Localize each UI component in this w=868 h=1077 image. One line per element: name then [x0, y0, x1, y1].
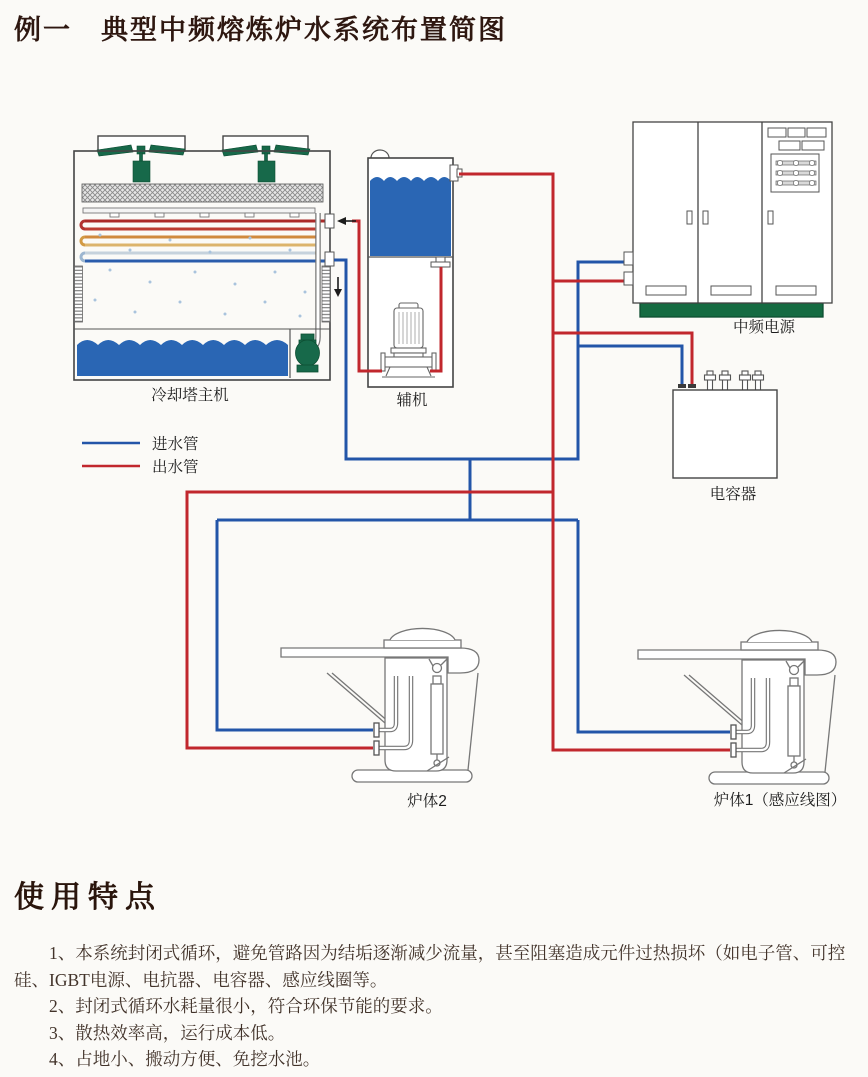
- capacitor-label: 电容器: [709, 486, 757, 503]
- cooling-tower: [74, 136, 334, 380]
- power-supply-label: 中频电源: [732, 319, 796, 336]
- tank-water: [370, 177, 451, 256]
- page-title: 例一 典型中频熔炼炉水系统布置简图: [14, 15, 507, 45]
- basin-water: [77, 340, 288, 376]
- furnace2-label: 炉体2: [407, 793, 447, 810]
- capacitor-terminals: [705, 371, 764, 390]
- furnace-2: [281, 628, 479, 782]
- pipe-blue-capacitor: [578, 346, 682, 387]
- pipe-blue-furnace2: [217, 520, 373, 730]
- auxiliary-unit: [368, 150, 462, 387]
- features-section: [14, 872, 860, 1073]
- power-supply-cabinet: [633, 122, 832, 317]
- door-handle: [687, 211, 692, 224]
- flow-arrow-down: [334, 277, 342, 297]
- terminal-rows: [776, 160, 816, 185]
- auxiliary-label: 辅机: [396, 392, 428, 409]
- legend-outlet-label: 出水管: [152, 459, 199, 476]
- legend-inlet-label: 进水管: [152, 436, 199, 453]
- door-handle: [768, 211, 773, 224]
- feature-item: 4、占地小、搬动方便、免挖水池。: [49, 1049, 321, 1069]
- cooling-tower-label: 冷却塔主机: [151, 387, 229, 404]
- feature-item: 2、封闭式循环水耗量很小，符合环保节能的要求。: [49, 996, 443, 1016]
- pipe-blue-furnace1: [578, 520, 730, 732]
- feature-item: 1、本系统封闭式循环，避免管路因为结垢逐渐减少流量，甚至阻塞造成元件过热损坏（如电子管、可控硅、IGBT电源、电抗器、电容器、感应线圈等。: [14, 943, 846, 990]
- furnace-1: [638, 630, 836, 784]
- legend: [82, 435, 199, 476]
- feature-item: 3、散热效率高，运行成本低。: [49, 1022, 286, 1043]
- features-heading: 使用特点: [14, 881, 162, 914]
- fill-media-left: [75, 266, 83, 322]
- basin-pump: [296, 334, 320, 372]
- pipe-red-capacitor: [553, 333, 692, 387]
- heat-exchange-coil: [81, 221, 326, 261]
- drift-eliminator-mesh: [82, 184, 323, 202]
- base-plinth: [640, 303, 823, 317]
- furnace1-label: 炉体1（感应线图）: [713, 792, 847, 809]
- door-handle: [703, 211, 708, 224]
- flow-arrow-into-tower: [337, 217, 356, 225]
- fill-media-right: [322, 266, 330, 322]
